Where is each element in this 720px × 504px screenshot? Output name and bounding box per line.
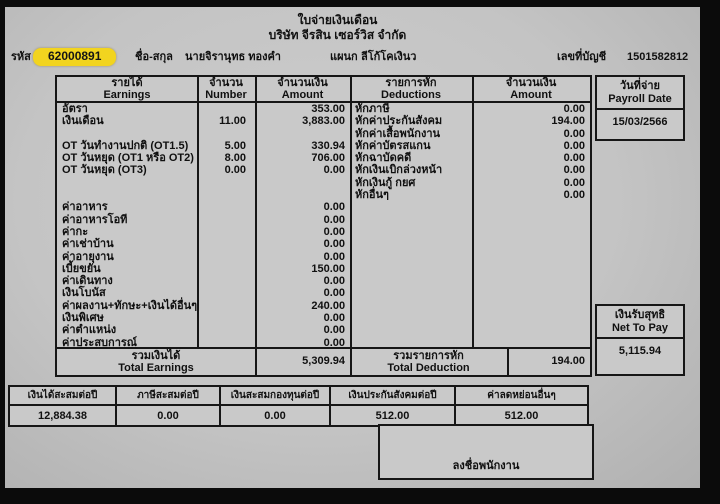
- deduction-row-amount: 194.00: [551, 115, 585, 128]
- deduction-row-label: หักค่าเสื้อพนักงาน: [355, 127, 441, 140]
- payroll-date-label-th: วันที่จ่าย: [619, 80, 660, 92]
- payslip-page: [5, 7, 700, 488]
- ytd-column-header: เงินได้สะสมต่อปี: [10, 387, 117, 406]
- earnings-row-label: ค่าอาหาร: [62, 201, 108, 214]
- ytd-summary-table: [8, 385, 589, 427]
- earnings-row-number: [197, 251, 255, 263]
- earnings-row-label: OT วันหยุด (OT1 หรือ OT2): [62, 152, 194, 165]
- deduction-row-label: หักค่าบัตรสแกน: [355, 139, 431, 152]
- deduction-row: [350, 189, 590, 201]
- deduction-row: [350, 103, 590, 115]
- department-value: ลีโก้โคเงินว: [361, 51, 417, 63]
- earnings-row-amount: [255, 189, 350, 201]
- net-pay-box: [595, 304, 685, 376]
- earnings-row: [57, 164, 350, 176]
- earnings-row: [57, 312, 350, 324]
- ytd-column-value: 0.00: [117, 406, 221, 425]
- employee-name: นายจิรานุทธ ทองคำ: [185, 51, 281, 63]
- employee-code-highlight: 62000891: [33, 48, 116, 66]
- earnings-row-number: [197, 226, 255, 238]
- deduction-row: [350, 164, 590, 176]
- earnings-row-label: อัตรา: [62, 103, 88, 115]
- deduction-row-label: หักเงินกู้ กยศ: [355, 176, 416, 189]
- deduction-row-amount: 0.00: [563, 152, 585, 165]
- deduction-row-label: หักเงินเบิกล่วงหน้า: [355, 164, 443, 177]
- earnings-row-amount: 353.00: [311, 103, 345, 115]
- earnings-row-number: [197, 300, 255, 312]
- earnings-row-amount: 0.00: [323, 213, 345, 226]
- deduction-row: [350, 128, 590, 140]
- total-deduction-label: รวมรายการหัก Total Deduction: [387, 350, 470, 374]
- department-label: แผนก: [330, 51, 358, 63]
- earnings-row-number: 5.00: [224, 139, 246, 152]
- earnings-row-label: ค่ากะ: [62, 225, 89, 238]
- deduction-row-amount: 0.00: [563, 164, 585, 177]
- earnings-row-amount: [255, 128, 350, 140]
- earnings-row: [57, 140, 350, 152]
- employee-info-row: [5, 51, 700, 69]
- earnings-row-number: 0.00: [224, 164, 246, 177]
- deduction-row-amount: 0.00: [563, 189, 585, 202]
- earnings-row-amount: 330.94: [311, 139, 345, 152]
- ytd-column-value: 0.00: [221, 406, 331, 425]
- earnings-row-number: [197, 189, 255, 201]
- earnings-row-label: ค่าอายุงาน: [62, 250, 114, 263]
- earnings-row-amount: 0.00: [323, 324, 345, 337]
- earnings-row: [57, 152, 350, 164]
- deduction-row: [350, 115, 590, 127]
- ytd-column-header: ค่าลดหย่อนอื่นๆ: [456, 387, 587, 406]
- earnings-row-amount: 0.00: [323, 336, 345, 349]
- ytd-column-header: เงินประกันสังคมต่อปี: [331, 387, 456, 406]
- payroll-date-value: 15/03/2566: [612, 116, 668, 128]
- earnings-row-number: [197, 287, 255, 299]
- total-deduction-amount: 194.00: [551, 355, 585, 367]
- earnings-row-number: [197, 312, 255, 324]
- earnings-row: [57, 275, 350, 287]
- earnings-row-number: [197, 238, 255, 250]
- employee-name-label: ชื่อ-สกุล: [135, 51, 173, 63]
- earnings-row-amount: 150.00: [311, 262, 345, 275]
- employee-code-label: รหัส: [11, 51, 31, 63]
- earnings-row-number: [197, 201, 255, 213]
- earnings-row-label: ค่าเช่าบ้าน: [62, 238, 114, 251]
- earnings-row-number: [197, 275, 255, 287]
- earnings-row-amount: [255, 177, 350, 189]
- earnings-row-amount: 0.00: [323, 164, 345, 177]
- deduction-row-amount: 0.00: [563, 176, 585, 189]
- net-pay-label-en: Net To Pay: [611, 322, 669, 334]
- company-name: บริษัท จีรสิน เซอร์วิส จำกัด: [268, 28, 407, 42]
- earnings-row-number: [197, 128, 255, 140]
- earnings-row: [57, 263, 350, 275]
- number-header: จำนวน Number: [205, 77, 247, 101]
- signature-box: [378, 424, 594, 480]
- earnings-row-number: 11.00: [219, 115, 246, 128]
- earnings-row-label: OT วันทำงานปกติ (OT1.5): [62, 139, 189, 152]
- deduction-row-label: หักภาษี: [355, 103, 390, 115]
- deduction-row: [350, 140, 590, 152]
- earnings-row: [57, 251, 350, 263]
- earnings-row-label: ค่าตำแหน่ง: [62, 324, 117, 337]
- payroll-date-label-en: Payroll Date: [608, 93, 672, 105]
- ytd-column-value: 512.00: [504, 409, 539, 422]
- earnings-row-amount: 3,883.00: [302, 115, 345, 128]
- earnings-row-amount: 0.00: [323, 250, 345, 263]
- earnings-row: [57, 115, 350, 127]
- earnings-row: [57, 287, 350, 299]
- earnings-row: [57, 189, 350, 201]
- earnings-row: [57, 128, 350, 140]
- ytd-column-value: 12,884.38: [10, 406, 117, 425]
- earnings-row: [57, 226, 350, 238]
- earnings-row-label: เงินเดือน: [62, 115, 104, 128]
- signature-label: ลงชื่อพนักงาน: [452, 460, 520, 472]
- earnings-row-number: [197, 103, 255, 115]
- deductions-header: รายการหัก Deductions: [381, 77, 441, 101]
- earnings-row-label: [57, 128, 197, 140]
- payslip-title: ใบจ่ายเงินเดือน: [297, 13, 378, 27]
- earnings-row-label: ค่าผลงาน+ทักษะ+เงินได้อื่นๆ: [62, 299, 198, 312]
- earnings-row-label: OT วันหยุด (OT3): [62, 164, 147, 177]
- earnings-row-number: [197, 214, 255, 226]
- earnings-row-amount: 0.00: [323, 312, 345, 325]
- deduction-rows: [350, 103, 590, 201]
- earnings-row-label: ค่าเดินทาง: [62, 275, 113, 288]
- earnings-row: [57, 201, 350, 213]
- deduction-row-label: หักอื่นๆ: [355, 189, 389, 202]
- earnings-row-number: [197, 177, 255, 189]
- total-earnings-amount: 5,309.94: [302, 355, 345, 367]
- earnings-row-number: 8.00: [224, 152, 246, 165]
- ytd-column-value: 512.00: [331, 406, 456, 425]
- earnings-amount-header: จำนวนเงิน Amount: [277, 77, 328, 101]
- account-number: 1501582812: [627, 51, 689, 63]
- earnings-deductions-table: [55, 75, 592, 377]
- earnings-row-amount: 0.00: [323, 275, 345, 288]
- earnings-row-amount: 0.00: [323, 238, 345, 251]
- deduction-row-amount: 0.00: [563, 103, 585, 115]
- earnings-row: [57, 103, 350, 115]
- deduction-row-amount: 0.00: [563, 139, 585, 152]
- earnings-row-amount: 0.00: [323, 225, 345, 238]
- earnings-row: [57, 300, 350, 312]
- net-pay-value: 5,115.94: [618, 345, 662, 357]
- earnings-row-label: ค่าประสบการณ์: [62, 336, 137, 349]
- deduction-row: [350, 177, 590, 189]
- payroll-date-box: [595, 75, 685, 141]
- deduction-row: [350, 152, 590, 164]
- earnings-row-label: เงินพิเศษ: [62, 312, 104, 325]
- deduction-row-label: หักค่าประกันสังคม: [355, 115, 443, 128]
- earnings-row-label: [57, 189, 197, 201]
- ytd-column-header: เงินสะสมกองทุนต่อปี: [221, 387, 331, 406]
- earnings-row-label: [57, 177, 197, 189]
- earnings-row-amount: 240.00: [311, 299, 346, 312]
- earnings-rows: [57, 103, 350, 349]
- earnings-row: [57, 214, 350, 226]
- earnings-row: [57, 177, 350, 189]
- earnings-row-amount: 0.00: [323, 201, 345, 214]
- earnings-row-label: เงินโบนัส: [62, 287, 106, 300]
- deductions-amount-header: จำนวนเงิน Amount: [505, 77, 557, 101]
- earnings-row: [57, 238, 350, 250]
- deduction-row-label: หักฉาบัดคดี: [355, 152, 412, 165]
- earnings-row-number: [197, 324, 255, 336]
- earnings-row-label: ค่าอาหารโอที: [62, 213, 128, 226]
- account-label: เลขที่บัญชี: [557, 51, 607, 63]
- deduction-row-amount: 0.00: [563, 127, 585, 140]
- earnings-header: รายได้ Earnings: [103, 77, 151, 101]
- net-pay-label-th: เงินรับสุทธิ: [614, 309, 666, 321]
- earnings-row-amount: 706.00: [311, 152, 345, 165]
- earnings-row-label: เบี้ยขยัน: [62, 262, 101, 275]
- earnings-row: [57, 324, 350, 336]
- ytd-column-header: ภาษีสะสมต่อปี: [117, 387, 221, 406]
- earnings-row-number: [197, 263, 255, 275]
- total-earnings-label: รวมเงินได้ Total Earnings: [118, 350, 194, 374]
- earnings-row-amount: 0.00: [323, 287, 345, 300]
